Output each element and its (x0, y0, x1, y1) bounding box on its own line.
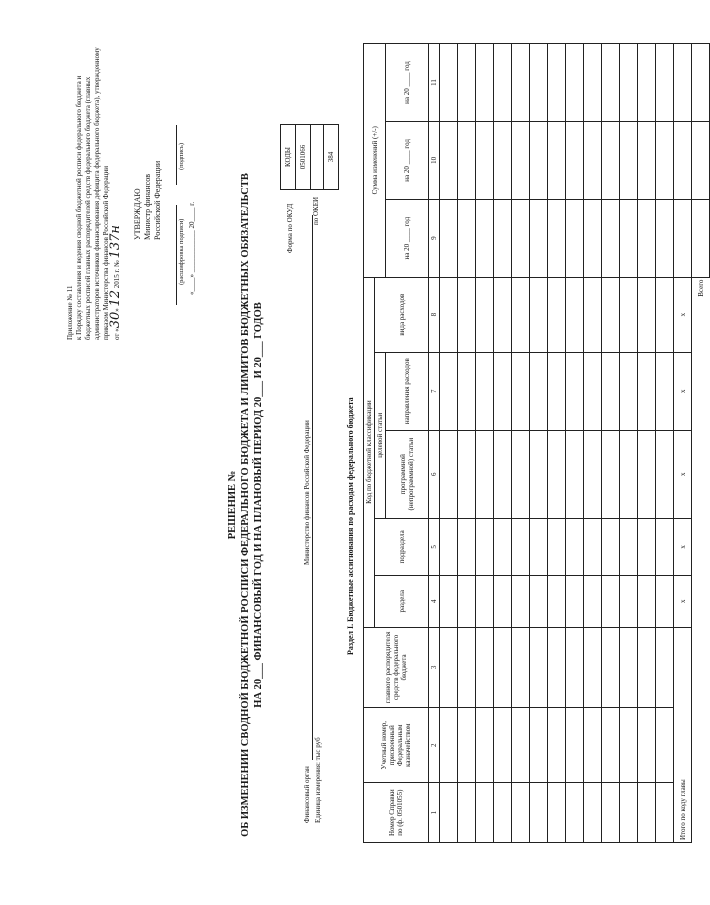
total-row (692, 44, 710, 843)
approve-org-2: Российской Федерации (153, 160, 162, 240)
appendix-block (66, 10, 122, 340)
table-row (584, 44, 602, 843)
codes-header: КОДЫ (281, 125, 296, 190)
table-row (458, 44, 476, 843)
codes-box (280, 124, 339, 190)
section-title: Раздел I. Бюджетные ассигнования по расходам федерального бюджета (346, 397, 355, 655)
table-row (656, 44, 674, 843)
table-row (476, 44, 494, 843)
header-uchet: Учетный номер, присвоенный Федеральным казначейством (364, 708, 429, 783)
header-razdel: раздела (375, 575, 429, 627)
header-vid: вида расходов (375, 277, 429, 352)
okei-code: 384 (324, 125, 339, 190)
unit-label: Единица измерения: тыс руб (314, 737, 322, 823)
column-numbers-row: 1 2 3 4 5 6 7 8 9 10 11 (429, 44, 440, 843)
table-row (548, 44, 566, 843)
header-year-2: на 20 ____ год (386, 121, 429, 199)
okud-label: Форма по ОКУД (286, 203, 294, 253)
table-row (512, 44, 530, 843)
okud-code: 0501066 (296, 125, 311, 190)
header-prog: программной (непрограммной) статьи (386, 430, 429, 518)
appendix-date: от «30» 12 2015 г. № 137н (108, 225, 123, 340)
approve-date-line: «____» ____________ 20____ г. (188, 201, 196, 295)
decision-subject: ОБ ИЗМЕНЕНИИ СВОДНОЙ БЮДЖЕТНОЙ РОСПИСИ ФЕДЕРАЛЬНОГО БЮДЖЕТА И ЛИМИТОВ БЮДЖЕТНЫХ ОБЯЗАТЕЛЬСТВ (240, 173, 251, 837)
signature-line (176, 125, 177, 185)
handwritten-day: 30 (108, 311, 123, 329)
decode-caption: (расшифровка подписи) (178, 218, 185, 285)
table-row (602, 44, 620, 843)
empty-code (311, 125, 324, 190)
sign-caption: (подпись) (178, 143, 185, 170)
approve-block (133, 120, 163, 240)
header-glavn: главного распорядителя средств федерального бюджета (364, 627, 429, 707)
table-row (530, 44, 548, 843)
decision-period: НА 20___ ФИНАНСОВЫЙ ГОД И НА ПЛАНОВЫЙ ПЕРИОД 20___ И 20___ ГОДОВ (253, 302, 264, 708)
total-chapter-row: Итого по коду главы х х х х х (674, 44, 692, 843)
fin-organ-label: Финансовый орган (303, 766, 311, 823)
fin-organ-line (312, 215, 313, 760)
header-spravka: Номер Справки по (ф. 0501055) (364, 783, 429, 843)
appendix-line-3: бюджетных росписей главных распорядителей средств федерального бюджета (главных (84, 76, 92, 340)
approve-title: УТВЕРЖДАЮ (133, 188, 142, 240)
decision-title (226, 145, 265, 865)
decode-line (176, 205, 177, 305)
assignments-table (363, 43, 710, 843)
table-row (494, 44, 512, 843)
decision-number: РЕШЕНИЕ № (227, 470, 238, 540)
table-row (566, 44, 584, 843)
okei-label: по ОКЕИ (312, 196, 320, 225)
total-chapter-label: Итого по коду главы (674, 627, 692, 842)
header-podrazdel: подраздела (375, 518, 429, 575)
table-row (440, 44, 458, 843)
appendix-line-4: администраторов источников финансирования дефицита федерального бюджета), утвержденному (93, 47, 101, 340)
header-celevoy: целевой статьи (375, 352, 386, 518)
table-row (620, 44, 638, 843)
header-year-1: на 20 ____ год (386, 199, 429, 277)
appendix-line-5: приказом Министерства финансов Российской Федерации (102, 166, 110, 340)
header-year-3: на 20 ____ год (386, 44, 429, 122)
fin-organ-value: Министерство финансов Российской Федерации (303, 420, 311, 565)
header-napr: направления расходов (386, 352, 429, 430)
approve-org-1: Министр финансов (143, 173, 152, 240)
appendix-line-1: Приложение № 11 (66, 285, 74, 340)
table-row (638, 44, 656, 843)
header-code: Код по бюджетной классификации (364, 277, 375, 627)
total-label: Всего (696, 279, 705, 297)
header-sum: Сумма изменений (+/-) (364, 44, 386, 278)
appendix-line-2: к Порядку составления и ведения сводной бюджетной росписи федерального бюджета и (75, 75, 83, 340)
handwritten-month: 12 (108, 289, 123, 307)
handwritten-number: 137н (108, 225, 123, 259)
